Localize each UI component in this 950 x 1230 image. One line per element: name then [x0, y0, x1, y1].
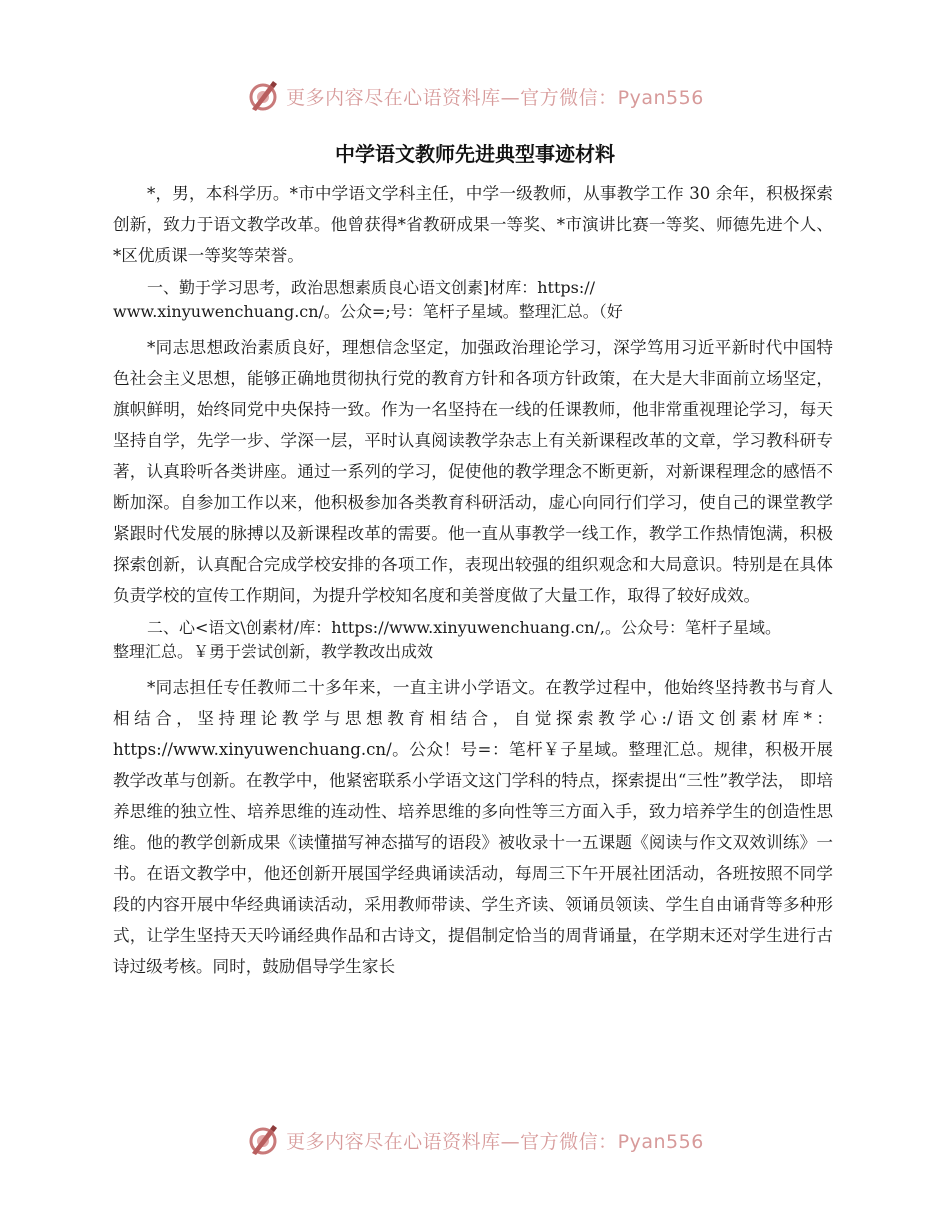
- section1-paragraph: *同志思想政治素质良好，理想信念坚定，加强政治理论学习，深学笃用习近平新时代中国特色社会主义思想，能够正确地贯彻执行党的教育方针和各项方针政策，在大是大非面前立场坚定，旗帜鲜明，始终同党中央保持一致。作为一名坚持在一线的任课教师，他非常重视理论学习，每天坚持自学，先学一步、学深一层，平时认真阅读教学杂志上有关新课程改革的文章，学习教科研专著，认真聆听各类讲座。通过一系列的学习，促使他的教学理念不断更新，对新课程理念的感悟不断加深。自参加工作以来，他积极参加各类教育科研活动，虚心向同行们学习，使自己的课堂教学紧跟时代发展的脉搏以及新课程改革的需要。他一直从事教学一线工作，教学工作热情饱满，积极探索创新，认真配合完成学校安排的各项工作，表现出较强的组织观念和大局意识。特别是在具体负责学校的宣传工作期间，为提升学校知名度和美誉度做了大量工作，取得了较好成效。: [113, 338, 833, 605]
- footer-banner: [0, 1120, 950, 1160]
- document-title: 中学语文教师先进典型事迹材料: [335, 142, 615, 166]
- section1-heading-line2: www.xinyuwenchuang.cn/。公众=;号：笔杆子星域。整理汇总。（好: [113, 302, 623, 321]
- pen-seal-icon: [246, 79, 280, 113]
- section2-heading-line1: 二、心<语文\创素材/库：https://www.xinyuwenchuang.cn/,。公众号：笔杆子星域。: [147, 618, 781, 637]
- banner-text: 更多内容尽在心语资料库—官方微信：Pyan556: [286, 86, 704, 109]
- intro-paragraph: *，男，本科学历。*市中学语文学科主任，中学一级教师，从事教学工作 30 余年，积极探索创新，致力于语文教学改革。他曾获得*省教研成果一等奖、*市演讲比赛一等奖、师德先进个人、*区优质课一等奖等荣誉。: [113, 184, 833, 265]
- pen-seal-icon: [246, 1123, 280, 1157]
- document-body: [113, 178, 833, 982]
- section1-heading-line1: 一、勤于学习思考，政治思想素质良心语文创素]材库：https://: [147, 278, 596, 297]
- header-banner: [0, 76, 950, 116]
- section2-paragraph: *同志担任专任教师二十多年来，一直主讲小学语文。在教学过程中，他始终坚持教书与育人相结合，坚持理论教学与思想教育相结合，自觉探索教学心:/语文创素材库*：https://www.xinyuwenchuang.cn/。公众！号=：笔杆￥子星域。整理汇总。规律，积极开展教学改革与创新。在教学中，他紧密联系小学语文这门学科的特点，探索提出“三性”教学法， 即培养思维的独立性、培养思维的连动性、培养思维的多向性等三方面入手，致力培养学生的创造性思维。他的教学创新成果《读懂描写神态描写的语段》被收录十一五课题《阅读与作文双效训练》一书。在语文教学中，他还创新开展国学经典诵读活动，每周三下午开展社团活动，各班按照不同学段的内容开展中华经典诵读活动，采用教师带读、学生齐读、领诵员领读、学生自由诵背等多种形式，让学生坚持天天吟诵经典作品和古诗文，提倡制定恰当的周背诵量，在学期末还对学生进行古诗过级考核。同时，鼓励倡导学生家长: [113, 678, 833, 976]
- section2-heading: [113, 616, 833, 664]
- section1-heading: [113, 276, 833, 324]
- section2-heading-line2: 整理汇总。￥勇于尝试创新，教学教改出成效: [113, 642, 434, 661]
- banner-text: 更多内容尽在心语资料库—官方微信：Pyan556: [286, 1130, 704, 1153]
